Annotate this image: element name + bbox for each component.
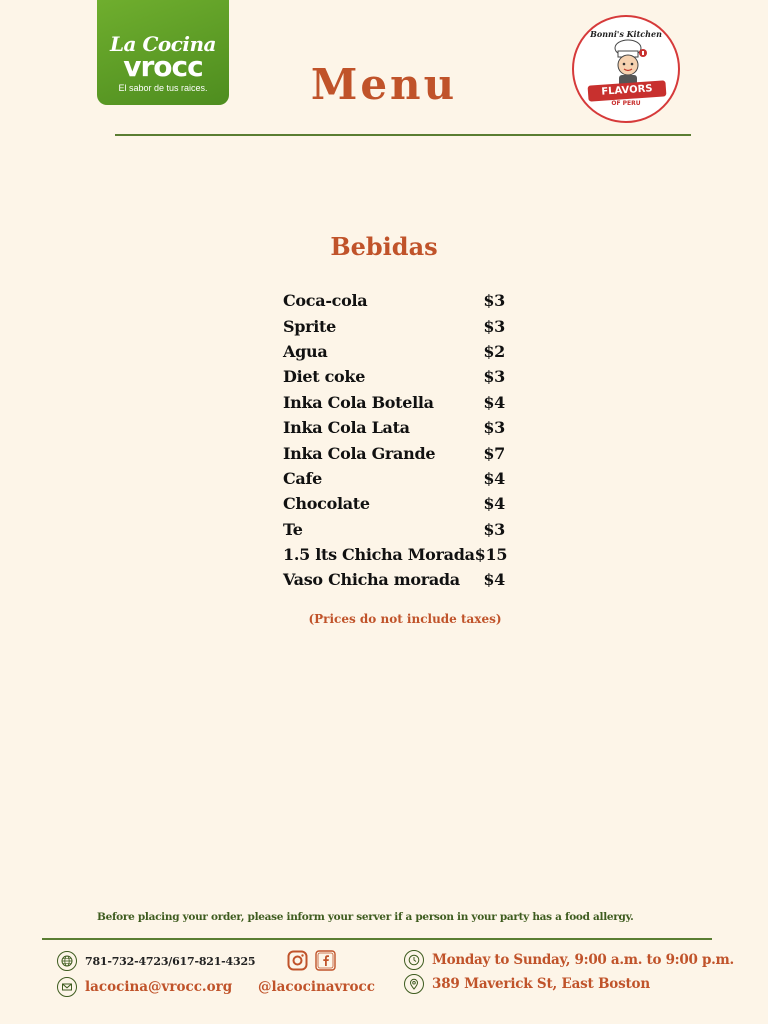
menu-item (283, 313, 505, 338)
menu-item-price: $3 (483, 291, 505, 311)
top-divider (115, 134, 691, 136)
menu-item-name: Agua (283, 341, 328, 361)
menu-item-name: Coca-cola (283, 291, 368, 311)
menu-item-name: Chocolate (283, 494, 370, 514)
envelope-icon (57, 977, 77, 997)
email-contact[interactable] (57, 977, 232, 997)
menu-item-price: $7 (483, 443, 505, 463)
social-handle[interactable]: @lacocinavrocc (258, 979, 375, 995)
menu-item (283, 542, 508, 567)
menu-item (283, 567, 505, 592)
section-title: Bebidas (330, 232, 438, 261)
globe-icon (57, 951, 77, 971)
menu-item-price: $2 (483, 341, 505, 361)
menu-item-price: $3 (483, 316, 505, 336)
menu-list (283, 288, 508, 593)
menu-item-name: Diet coke (283, 367, 366, 387)
menu-item-price: $15 (474, 545, 508, 565)
logo-line1: La Cocina (109, 32, 217, 56)
clock-icon (404, 950, 424, 970)
logo-tagline: El sabor de tus raices. (118, 83, 208, 93)
menu-item (283, 390, 505, 415)
address-text: 389 Maverick St, East Boston (432, 976, 650, 992)
location-pin-icon (404, 974, 424, 994)
logo-right-brand: Bonni's Kitchen (590, 29, 662, 39)
menu-item-price: $3 (483, 367, 505, 387)
page-title: Menu (310, 60, 458, 109)
menu-item-price: $4 (483, 570, 505, 590)
price-note: (Prices do not include taxes) (308, 612, 502, 626)
menu-item (283, 339, 505, 364)
phone-text: 781-732-4723/617-821-4325 (85, 954, 256, 968)
menu-item (283, 440, 505, 465)
menu-item-name: Cafe (283, 468, 322, 488)
instagram-icon[interactable] (287, 950, 308, 971)
menu-item-price: $4 (483, 392, 505, 412)
logo-line2: vrocc (123, 50, 203, 83)
menu-item-name: Te (283, 519, 303, 539)
email-text[interactable]: lacocina@vrocc.org (85, 979, 233, 995)
menu-item-name: Sprite (283, 316, 337, 336)
menu-item-price: $3 (483, 519, 505, 539)
logo-right-sub: OF PERU (611, 100, 641, 107)
menu-item-name: Vaso Chicha morada (283, 570, 460, 590)
menu-item-price: $4 (483, 468, 505, 488)
menu-item (283, 491, 505, 516)
menu-item-name: 1.5 lts Chicha Morada (283, 545, 475, 565)
menu-item (283, 466, 505, 491)
phone-contact (57, 951, 255, 971)
logo-right-banner: FLAVORS (588, 80, 667, 101)
facebook-icon[interactable] (315, 950, 336, 971)
allergy-notice: Before placing your order, please inform your server if a person in your party has a food allergy. (97, 911, 634, 923)
menu-item (283, 288, 505, 313)
bottom-divider (42, 938, 712, 940)
menu-item-name: Inka Cola Grande (283, 443, 436, 463)
social-icons (287, 950, 336, 971)
menu-item (283, 364, 505, 389)
menu-item-price: $4 (483, 494, 505, 514)
menu-item (283, 517, 505, 542)
address (404, 974, 650, 994)
hours-text: Monday to Sunday, 9:00 a.m. to 9:00 p.m. (432, 952, 734, 968)
menu-item-name: Inka Cola Lata (283, 418, 410, 438)
menu-item-name: Inka Cola Botella (283, 392, 434, 412)
menu-item (283, 415, 505, 440)
opening-hours (404, 950, 734, 970)
menu-item-price: $3 (483, 418, 505, 438)
